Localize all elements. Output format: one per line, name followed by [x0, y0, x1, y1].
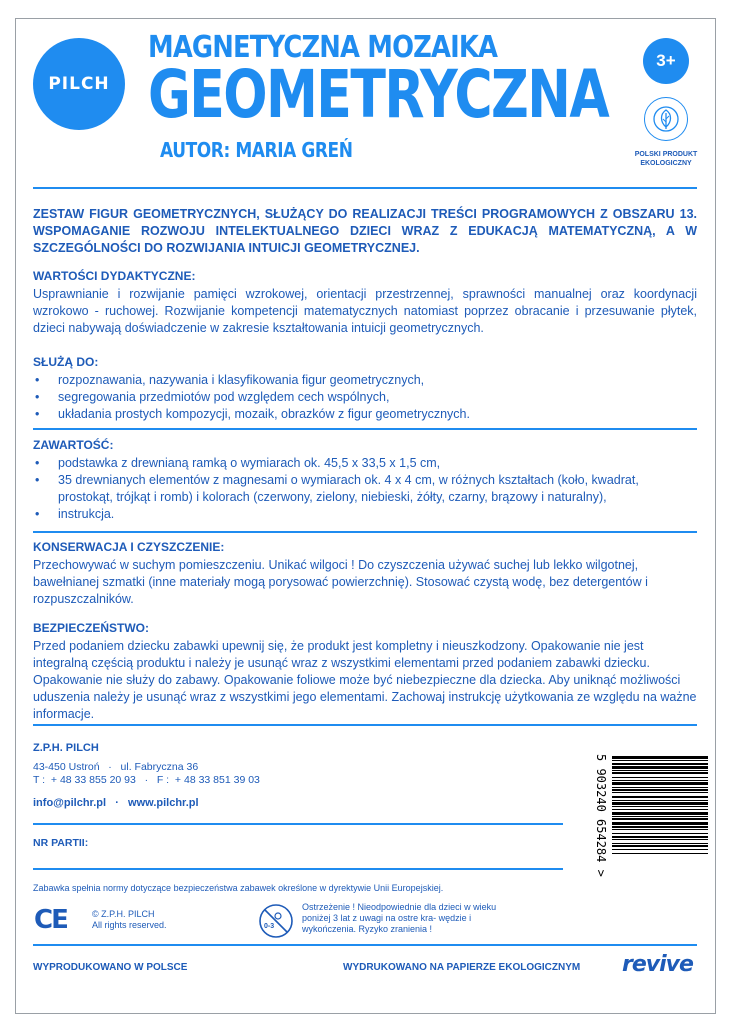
divider — [33, 187, 697, 189]
barcode-bar — [612, 849, 708, 850]
divider — [33, 868, 563, 870]
logo-text: PILCH — [48, 74, 110, 94]
section-safety — [33, 620, 697, 723]
barcode-bar — [612, 792, 708, 793]
barcode-bar — [612, 839, 708, 840]
barcode-bar — [612, 818, 708, 820]
copyright-line: © Z.P.H. PILCH — [92, 909, 155, 919]
divider — [33, 944, 697, 946]
barcode-bar — [612, 816, 708, 817]
company-info — [33, 742, 260, 787]
barcode-bar — [612, 770, 708, 771]
barcode-bar — [612, 780, 708, 781]
barcode-bar — [612, 760, 708, 761]
barcode-bar — [612, 806, 708, 807]
barcode-bar — [612, 802, 708, 805]
section-care — [33, 539, 697, 608]
barcode-bar — [612, 809, 708, 810]
section-heading: BEZPIECZEŃSTWO: — [33, 621, 149, 635]
section-contents — [33, 437, 697, 523]
divider — [33, 823, 563, 825]
barcode-bar — [612, 777, 708, 778]
section-text: Przed podaniem dziecku zabawki upewnij się, że produkt jest kompletny i nieuszkodzony. Opakowanie nie jest integralną częścią produktu i należy je usunąć wraz z wszystkimi elementami przed podaniem zabawki dziecku. Opakowanie nie służy do zabawy. Opakowanie foliowe może być niebezpieczne dla dziecka. Aby uniknąć możliwości uduszenia należy je usunąć wraz z wszystkimi jego elementami. Zachowaj instrukcję użytkowania ze względu na ważne informacje. — [33, 639, 697, 721]
norms-text: Zabawka spełnia normy dotyczące bezpieczeństwa zabawek określone w dyrektywie Unii Europejskiej. — [33, 883, 444, 893]
barcode-bar — [612, 836, 708, 838]
divider — [33, 531, 697, 533]
leaf-icon — [644, 97, 688, 141]
company-address: 43-450 Ustroń · ul. Fabryczna 36 — [33, 761, 199, 773]
list-item: • podstawka z drewnianą ramką o wymiarach ok. 45,5 x 33,5 x 1,5 cm, — [33, 455, 697, 472]
age-warning-icon — [258, 903, 294, 939]
divider — [33, 428, 697, 430]
made-in: WYPRODUKOWANO W POLSCE — [33, 962, 188, 973]
pilch-logo — [33, 38, 125, 130]
batch-label: NR PARTII: — [33, 837, 89, 849]
copyright-line: All rights reserved. — [92, 920, 167, 930]
age-badge: 3+ — [643, 38, 689, 84]
section-heading: SŁUŻĄ DO: — [33, 355, 99, 369]
barcode-bar — [612, 843, 708, 844]
company-name: Z.P.H. PILCH — [33, 742, 99, 754]
barcode-digits: 5 903240 654284 > — [594, 754, 608, 877]
warning-text: Ostrzeżenie ! Nieodpowiednie dla dzieci w wieku poniżej 3 lat z uwagi na ostre kra- wędzie i wykończenia. Ryzyko zranienia ! — [302, 902, 497, 934]
barcode — [592, 752, 708, 932]
company-links: info@pilchr.pl · www.pilchr.pl — [33, 797, 199, 809]
list-item: • rozpoznawania, nazywania i klasyfikowania figur geometrycznych, — [33, 372, 697, 389]
ce-mark: CE — [34, 905, 67, 935]
section-heading: KONSERWACJA I CZYSZCZENIE: — [33, 540, 225, 554]
intro-text: ZESTAW FIGUR GEOMETRYCZNYCH, SŁUŻĄCY DO REALIZACJI TREŚCI PROGRAMOWYCH Z OBSZARU 13. WSPOMAGANIE ROZWOJU INTELEKTUALNEGO DZIECI WRAZ Z EDUKACJĄ MATEMATYCZNĄ, A W SZCZEGÓLNOŚCI DO ROZWIJANIA INTUICJI GEOMETRYCZNEJ. — [33, 207, 697, 255]
section-text: Przechowywać w suchym pomieszczeniu. Unikać wilgoci ! Do czyszczenia używać suchej lub lekko wilgotnej, bawełnianej szmatki (inne materiały mogą porysować powierzchnię). Stosować czystą wodę, bez detergentów i rozpuszczalników. — [33, 558, 648, 606]
barcode-bar — [612, 763, 708, 765]
barcode-bar — [612, 782, 708, 785]
warning-icon-label: 0-3 — [264, 923, 275, 930]
barcode-bar — [612, 812, 708, 815]
barcode-bar — [612, 853, 708, 854]
barcode-bar — [612, 833, 708, 834]
company-phones: T : + 48 33 855 20 93 · F : + 48 33 851 39 03 — [33, 774, 260, 786]
author: AUTOR: MARIA GREŃ — [160, 138, 353, 162]
list-item: • układania prostych kompozycji, mozaik, obrazków z figur geometrycznych. — [33, 406, 697, 423]
barcode-bar — [612, 766, 708, 769]
divider — [33, 724, 697, 726]
section-heading: ZAWARTOŚĆ: — [33, 438, 114, 452]
list-item: • segregowania przedmiotów pod względem cech wspólnych, — [33, 389, 697, 406]
barcode-bar — [612, 826, 708, 828]
barcode-bar — [612, 845, 708, 847]
title-line2: GEOMETRYCZNA — [148, 56, 609, 133]
barcode-bar — [612, 796, 708, 798]
section-text: Usprawnianie i rozwijanie pamięci wzrokowej, orientacji przestrzennej, sprawności manualnej oraz koordynacji wzrokowo - ruchowej. Rozwijanie kompetencji matematycznych natomiast poprzez obracanie i przesuwanie płytek, dzieci nabywają doświadczenie w zakresie kształtowania intuicji geometrycznych. — [33, 287, 697, 335]
list-item: • instrukcja. — [33, 506, 697, 523]
barcode-bar — [612, 772, 708, 774]
barcode-bar — [612, 789, 708, 791]
printed-on: WYDRUKOWANO NA PAPIERZE EKOLOGICZNYM — [343, 962, 581, 973]
barcode-bar — [612, 829, 708, 830]
revive-logo: revive — [622, 952, 693, 977]
barcode-bar — [612, 787, 708, 788]
barcode-bar — [612, 756, 708, 759]
title-line1: MAGNETYCZNA MOZAIKA — [148, 30, 498, 65]
section-serves — [33, 354, 697, 423]
section-heading: WARTOŚCI DYDAKTYCZNE: — [33, 269, 196, 283]
eco-label: POLSKI PRODUKT EKOLOGICZNY — [634, 151, 698, 167]
section-values — [33, 268, 697, 337]
list-item: • 35 drewnianych elementów z magnesami o wymiarach ok. 4 x 4 cm, w różnych kształtach (koło, kwadrat, prostokąt, trójkąt i romb) i kolorach (czerwony, zielony, niebieski, żółty, czarny, brązowy i naturalny), — [33, 472, 697, 506]
barcode-bar — [612, 800, 708, 801]
barcode-bar — [612, 822, 708, 825]
copyright — [92, 909, 167, 931]
